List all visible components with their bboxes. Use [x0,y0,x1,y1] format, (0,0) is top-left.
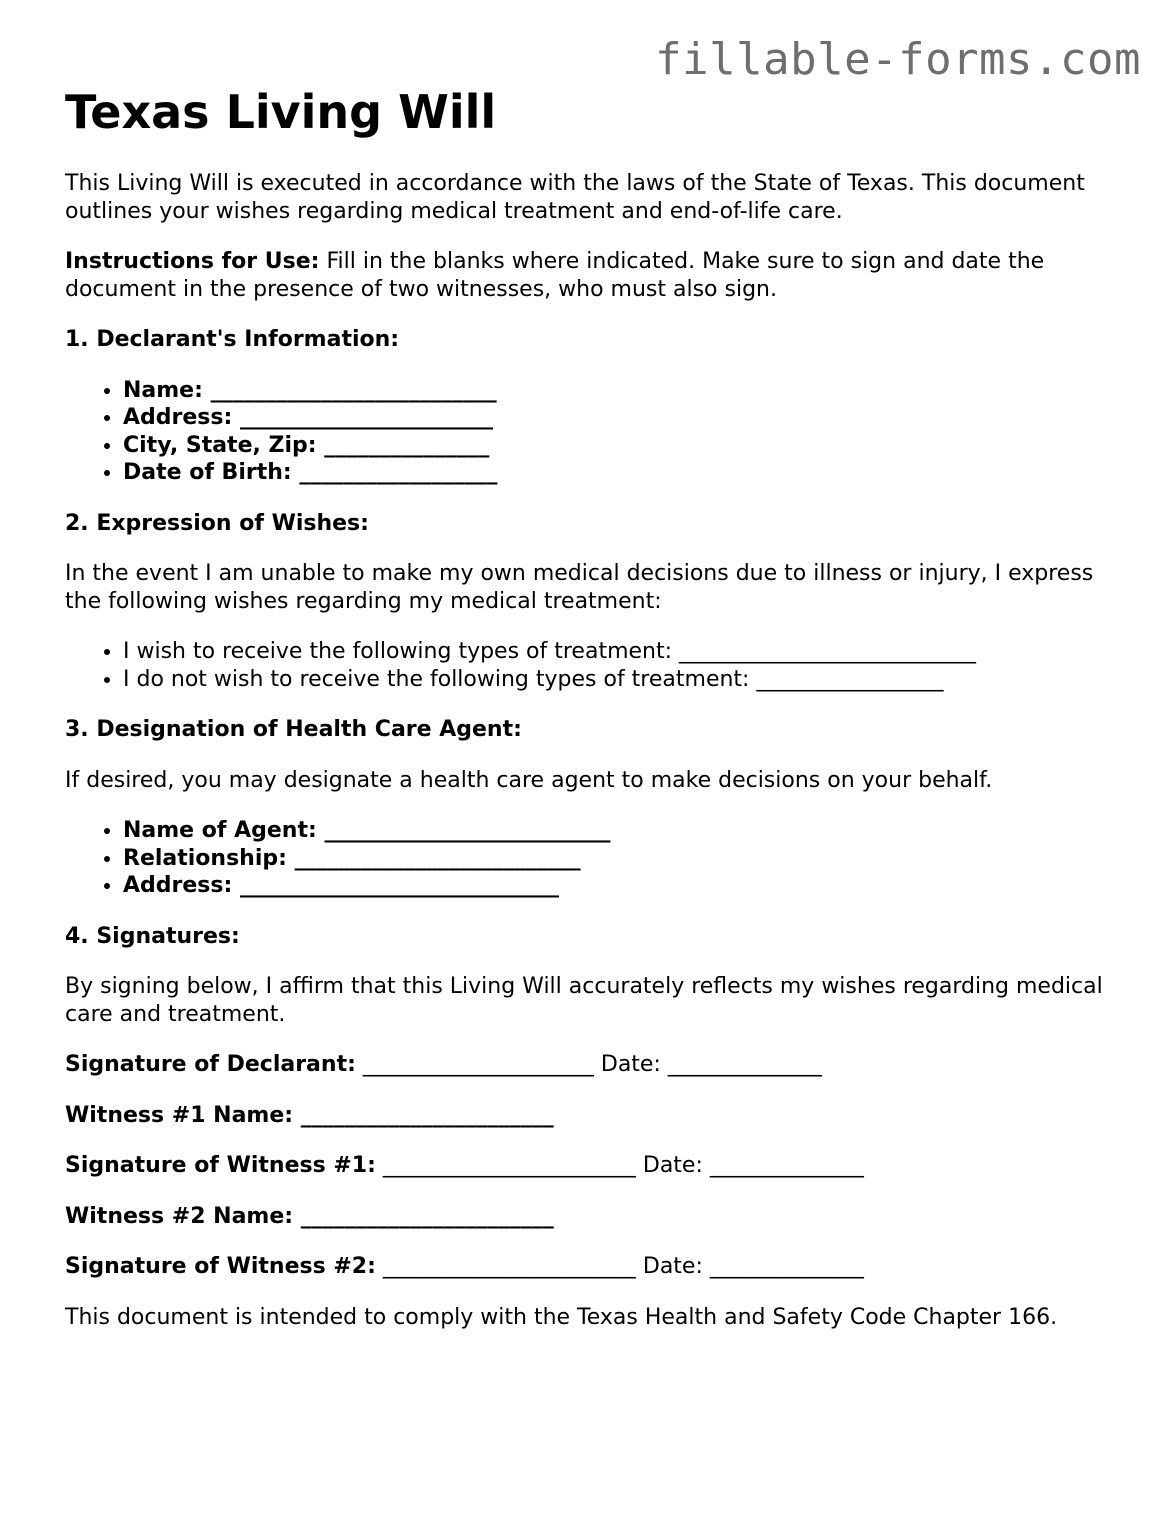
wish-receive-treatment-field[interactable]: • I wish to receive the following types of treatment: ___________________________ [123,638,1125,666]
field-blank: __________________________ [316,818,611,843]
field-label: City, State, Zip: [123,432,317,458]
field-label: Relationship: [123,845,287,871]
witness-2-name-label: Witness #2 Name: [65,1203,294,1229]
witness-1-name-label: Witness #1 Name: [65,1102,294,1128]
declarant-signature-line[interactable] [65,1051,1125,1079]
wish-refuse-treatment-field[interactable]: • I do not wish to receive the following types of treatment: _________________ [123,666,1125,694]
instructions-label: Instructions for Use: [65,249,320,274]
instructions-paragraph [65,248,1125,303]
witness-2-signature-line[interactable] [65,1253,1125,1281]
field-label: Name of Agent: [123,818,317,843]
intro-paragraph: This Living Will is executed in accordance with the laws of the State of Texas. This document outlines your wishes regarding medical treatment and end-of-life care. [65,171,1085,224]
watermark-text: fillable-forms.com [655,34,1141,85]
agent-relationship-field[interactable] [123,845,1125,873]
field-label: Address: [123,405,233,430]
page-title: Texas Living Will [65,85,497,139]
agent-paragraph: If desired, you may designate a health care agent to make decisions on your behalf. [65,767,993,793]
agent-address-field[interactable] [123,872,1125,900]
wishes-list [65,638,1125,693]
field-blank: _______________________ [232,405,493,430]
witness-2-signature-blank: _______________________ Date: ______________ [375,1254,864,1279]
field-blank: __________________________ [202,377,497,403]
section-4-heading: 4. Signatures: [65,923,240,949]
wishes-paragraph: In the event I am unable to make my own medical decisions due to illness or injury, I express the following wishes regarding my medical treatment: [65,561,1094,614]
witness-2-name-blank: _______________________ [293,1203,554,1229]
declarant-name-field[interactable] [123,377,1125,405]
declarant-info-list [65,377,1125,487]
field-label: Address: [123,873,233,898]
compliance-footer: This document is intended to comply with the Texas Health and Safety Code Chapter 166. [65,1304,1058,1330]
witness-1-name-line[interactable] [65,1102,1125,1130]
witness-1-signature-line[interactable] [65,1152,1125,1180]
section-2-heading: 2. Expression of Wishes: [65,510,369,536]
document-page [65,84,1125,1331]
declarant-address-field[interactable] [123,404,1125,432]
witness-1-signature-label: Signature of Witness #1: [65,1153,376,1178]
field-blank: __________________ [291,460,498,485]
instructions-text: Fill in the blanks where indicated. Make sure to sign and date the document in the presence of two witnesses, who must also sign. [65,249,1045,302]
agent-info-list [65,817,1125,900]
declarant-signature-label: Signature of Declarant: [65,1052,356,1077]
field-blank: _____________________________ [232,873,559,898]
witness-2-name-line[interactable] [65,1203,1125,1231]
section-3-heading: 3. Designation of Health Care Agent: [65,717,522,742]
witness-1-name-blank: _______________________ [293,1102,554,1128]
witness-1-signature-blank: _______________________ Date: ______________ [375,1153,864,1178]
field-blank: __________________________ [286,845,581,871]
declarant-signature-blank: _____________________ Date: ______________ [355,1052,822,1077]
declarant-city-state-zip-field[interactable] [123,432,1125,460]
witness-2-signature-label: Signature of Witness #2: [65,1254,376,1279]
declarant-dob-field[interactable] [123,459,1125,487]
field-label: Date of Birth: [123,460,292,485]
signatures-paragraph: By signing below, I affirm that this Living Will accurately reflects my wishes regarding medical care and treatment. [65,974,1103,1027]
section-1-heading: 1. Declarant's Information: [65,327,400,352]
field-label: Name: [123,377,203,403]
field-blank: _______________ [316,432,490,458]
agent-name-field[interactable] [123,817,1125,845]
